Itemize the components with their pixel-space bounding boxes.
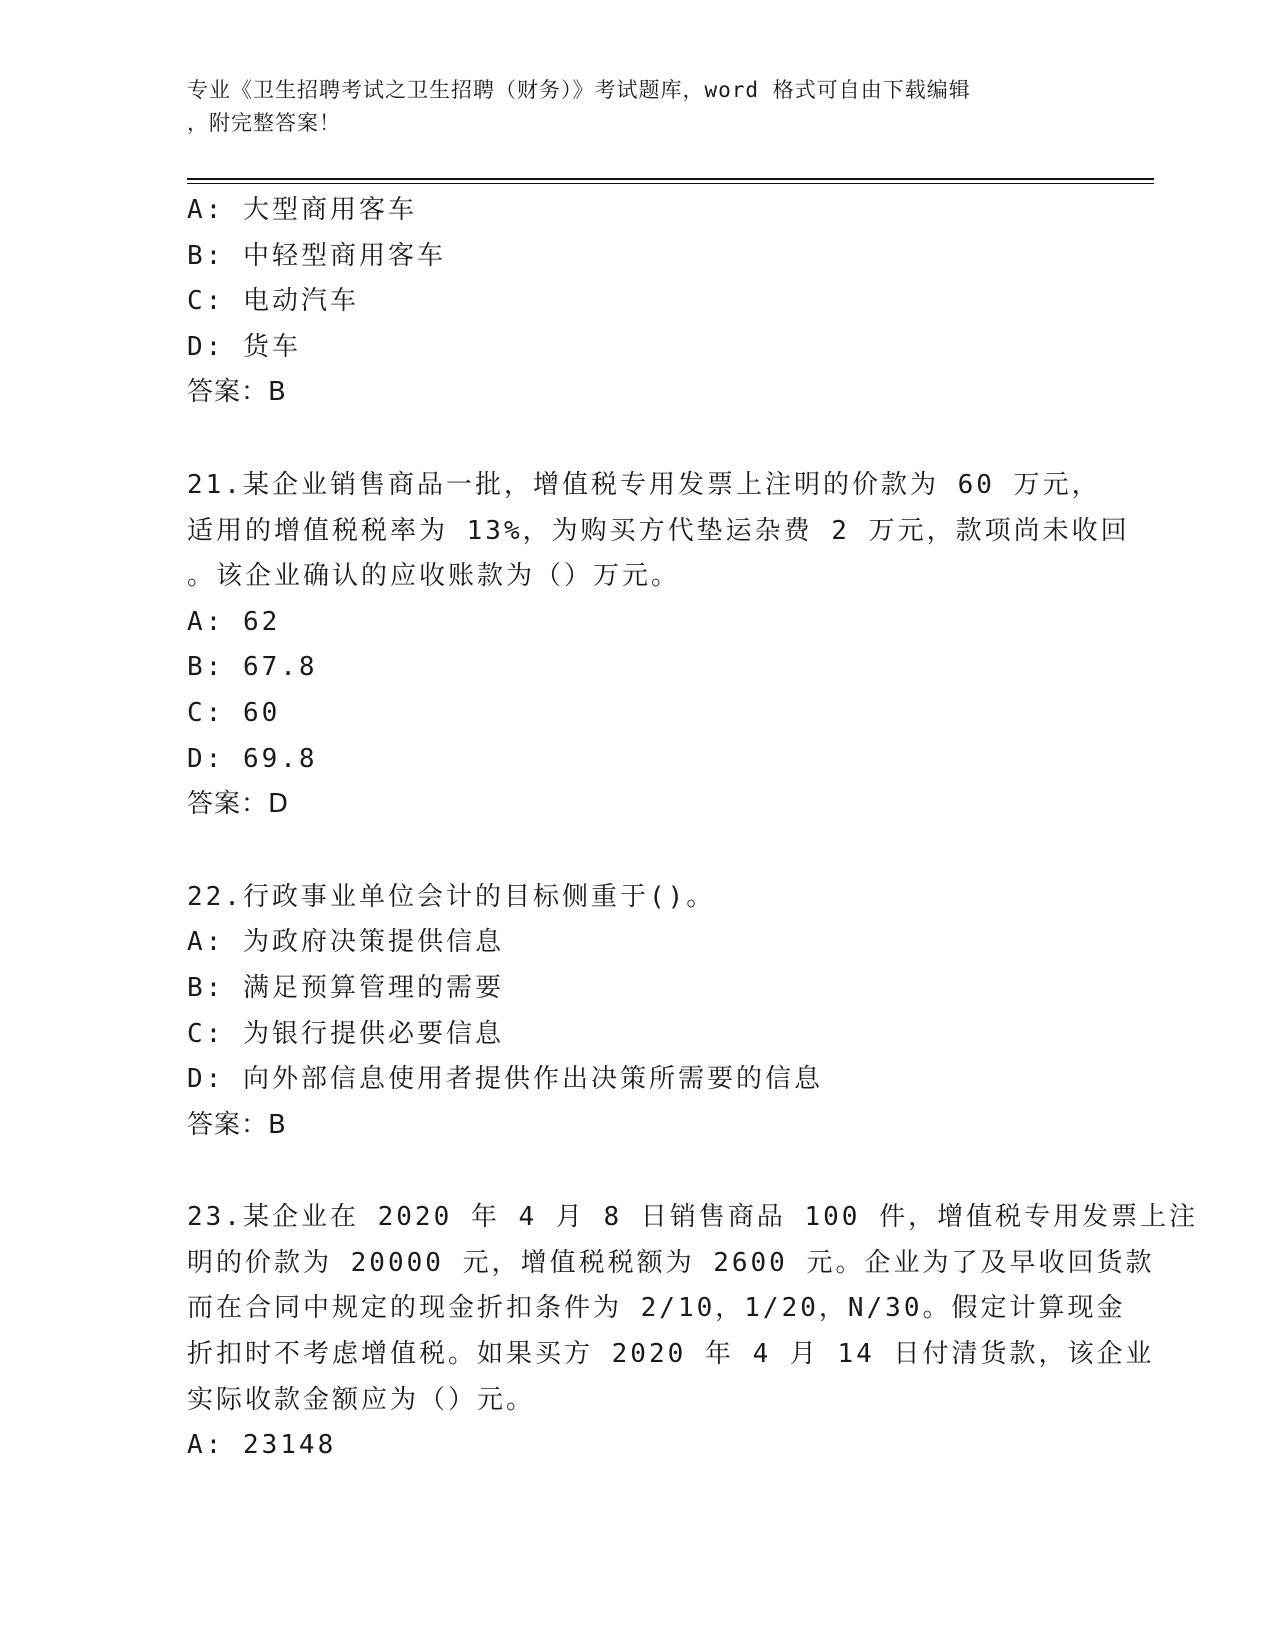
question-20	[187, 188, 1087, 416]
question-list	[187, 188, 1199, 1469]
option-d: D: 货车	[187, 331, 301, 362]
question-21	[187, 463, 1130, 828]
option-c: C: 为银行提供必要信息	[187, 1018, 504, 1049]
question-22	[187, 875, 1087, 1149]
option-c: C: 电动汽车	[187, 286, 359, 317]
header-divider-thick	[187, 178, 1154, 180]
question-stem: 而在合同中规定的现金折扣条件为 2/10，1/20，N/30。假定计算现金	[187, 1293, 1126, 1324]
option-a: A: 23148	[187, 1430, 337, 1461]
option-a: A: 为政府决策提供信息	[187, 927, 504, 958]
option-c: C: 60	[187, 697, 281, 728]
question-stem: 实际收款金额应为（）元。	[187, 1384, 536, 1415]
answer: 答案：B	[187, 377, 287, 408]
header-title-line-2: ，附完整答案！	[187, 111, 341, 135]
question-stem: 21.某企业销售商品一批，增值税专用发票上注明的价款为 60 万元，	[187, 469, 1101, 500]
header-divider-thin	[187, 183, 1154, 184]
answer: 答案：B	[187, 1109, 287, 1140]
question-stem: 。该企业确认的应收账款为（）万元。	[187, 561, 681, 592]
option-a: A: 62	[187, 606, 281, 637]
option-b: B: 中轻型商用客车	[187, 240, 446, 271]
question-stem: 23.某企业在 2020 年 4 月 8 日销售商品 100 件，增值税专用发票上注	[187, 1202, 1199, 1233]
question-stem: 明的价款为 20000 元，增值税税额为 2600 元。企业为了及早收回货款	[187, 1247, 1155, 1278]
option-b: B: 满足预算管理的需要	[187, 972, 504, 1003]
answer: 答案：D	[187, 789, 290, 820]
option-a: A: 大型商用客车	[187, 195, 417, 225]
document-header	[187, 74, 1067, 140]
question-stem: 折扣时不考虑增值税。如果买方 2020 年 4 月 14 日付清货款，该企业	[187, 1339, 1155, 1370]
question-23	[187, 1195, 1199, 1469]
question-stem: 适用的增值税税率为 13%，为购买方代垫运杂费 2 万元，款项尚未收回	[187, 515, 1130, 546]
header-title-line-1: 专业《卫生招聘考试之卫生招聘（财务）》考试题库，word 格式可自由下载编辑	[187, 78, 971, 102]
option-b: B: 67.8	[187, 652, 318, 683]
option-d: D: 69.8	[187, 743, 318, 774]
option-d: D: 向外部信息使用者提供作出决策所需要的信息	[187, 1064, 823, 1095]
question-stem: 22.行政事业单位会计的目标侧重于()。	[187, 881, 716, 912]
